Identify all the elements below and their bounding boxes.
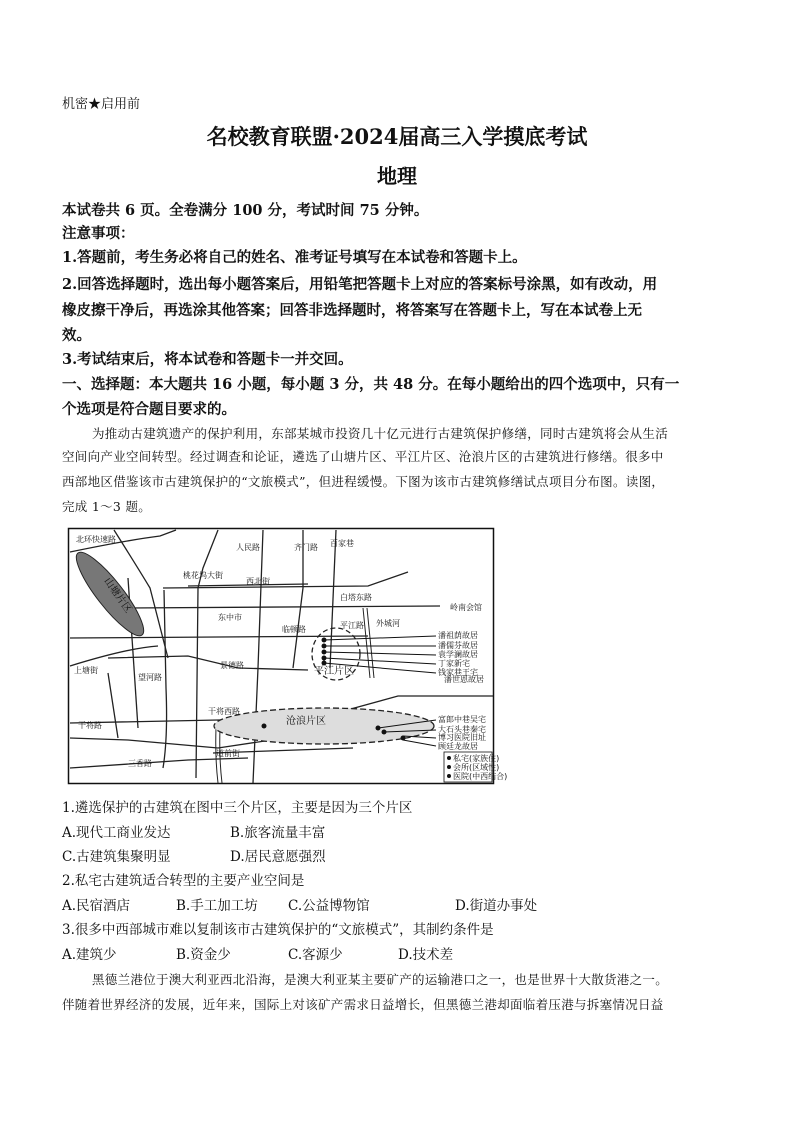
note-2-line-2: 橡皮擦干净后，再选涂其他答案；回答非选择题时，将答案写在答题卡上，写在本试卷上无: [62, 302, 642, 319]
site-label: 顾廷龙故居: [438, 742, 478, 751]
road-label: 上塘街: [74, 666, 98, 675]
site-label: 博习医院旧址: [438, 733, 486, 742]
site-label: 袁学澜故居: [438, 650, 478, 659]
question-2-option-b: B.手工加工坊: [176, 898, 258, 914]
road-label: 齐门路: [294, 543, 318, 552]
subject-title: 地理: [377, 164, 417, 188]
road-label: 平江路: [340, 621, 364, 630]
road-label: 道前街: [216, 749, 240, 758]
question-2-option-a: A.民宿酒店: [62, 898, 131, 914]
question-2-stem: 2.私宅古建筑适合转型的主要产业空间是: [62, 873, 305, 889]
question-3-option-b: B.资金少: [176, 947, 231, 963]
area-label-shantang: 山塘片区: [101, 576, 134, 616]
exam-title: 名校教育联盟·2024届高三入学摸底考试: [206, 124, 588, 149]
road-label: 岭南会馆: [450, 603, 482, 612]
section-heading-line-2: 个选项是符合题目要求的。: [62, 401, 236, 418]
question-1-option-c: C.古建筑集聚明显: [62, 849, 171, 865]
passage2-line-1: 黑德兰港位于澳大利亚西北沿海，是澳大利亚某主要矿产的运输港口之一，也是世界十大散货港之一。: [92, 972, 669, 987]
note-1: 1.答题前，考生务必将自己的姓名、准考证号填写在本试卷和答题卡上。: [62, 249, 527, 266]
site-label: 潘祖荫故居: [438, 631, 478, 640]
road-label: 外城河: [376, 619, 400, 628]
road-label: 望河路: [138, 673, 162, 682]
question-3-option-a: A.建筑少: [62, 947, 117, 963]
legend-item-private: 私宅(家族住): [453, 754, 500, 763]
road-label: 北环快速路: [76, 535, 116, 544]
exam-info: 本试卷共 6 页。全卷满分 100 分，考试时间 75 分钟。: [62, 202, 429, 219]
road-label: 东中市: [218, 613, 242, 622]
site-label: 钱家巷王宅: [438, 668, 478, 677]
passage1-line-4: 完成 1～3 题。: [62, 499, 152, 514]
legend-item-club: 会所(区域性): [453, 763, 500, 772]
note-3: 3.考试结束后，将本试卷和答题卡一并交回。: [62, 351, 353, 368]
road-label: 西北街: [246, 577, 270, 586]
road-label: 潘世恩故居: [444, 675, 484, 684]
question-3-stem: 3.很多中西部城市难以复制该市古建筑保护的“文旅模式”，其制约条件是: [62, 922, 494, 938]
heritage-map: [68, 528, 508, 784]
passage1-line-1: 为推动古建筑遗产的保护利用，东部某城市投资几十亿元进行古建筑保护修缮，同时古建筑将会从生活: [92, 426, 669, 441]
question-1-option-b: B.旅客流量丰富: [230, 825, 326, 841]
road-label: 百家巷: [330, 539, 354, 548]
passage1-line-2: 空间向产业空间转型。经过调查和论证，遴选了山塘片区、平江片区、沧浪片区的古建筑进行修缮。很多中: [62, 449, 664, 464]
passage1-line-3: 西部地区借鉴该市古建筑保护的“文旅模式”，但进程缓慢。下图为该市古建筑修缮试点项目分布图。读图，: [62, 474, 665, 489]
note-2-line-3: 效。: [62, 327, 91, 344]
notes-heading: 注意事项：: [62, 225, 135, 242]
passage2-line-2: 伴随着世界经济的发展，近年来，国际上对该矿产需求日益增长，但黑德兰港却面临着压港与拆塞情况日益: [62, 997, 664, 1012]
question-3-option-c: C.客源少: [288, 947, 343, 963]
road-label: 三香路: [128, 759, 152, 768]
site-label: 丁家新宅: [438, 659, 470, 668]
area-label-pingjiang: 平江片区: [314, 666, 354, 677]
section-heading-line-1: 一、选择题：本大题共 16 小题，每小题 3 分，共 48 分。在每小题给出的四个选项中，只有一: [62, 376, 680, 393]
road-label: 干将路: [78, 721, 102, 730]
question-2-option-d: D.街道办事处: [455, 898, 538, 914]
road-label: 人民路: [236, 543, 260, 552]
question-1-option-d: D.居民意愿强烈: [230, 849, 326, 865]
road-label: 景德路: [220, 661, 244, 670]
site-label: 大石头巷秦宅: [438, 725, 486, 734]
question-3-option-d: D.技术差: [398, 947, 454, 963]
road-label: 白塔东路: [340, 593, 372, 602]
road-label: 临顿路: [282, 625, 306, 634]
question-1-option-a: A.现代工商业发达: [62, 825, 171, 841]
question-1-stem: 1.遴选保护的古建筑在图中三个片区，主要是因为三个片区: [62, 800, 413, 816]
site-label: 富郎中巷吴宅: [438, 715, 486, 724]
road-label: 干将西路: [208, 707, 240, 716]
road-label: 桃花坞大街: [183, 571, 223, 580]
area-label-canglang: 沧浪片区: [286, 716, 326, 727]
question-2-option-c: C.公益博物馆: [288, 898, 370, 914]
confidential-mark: 机密★启用前: [62, 97, 141, 112]
legend-item-hospital: 医院(中西结合): [453, 772, 508, 781]
note-2-line-1: 2.回答选择题时，选出每小题答案后，用铅笔把答题卡上对应的答案标号涂黑，如有改动，用: [62, 276, 658, 293]
site-label: 潘儒芬故居: [438, 641, 478, 650]
